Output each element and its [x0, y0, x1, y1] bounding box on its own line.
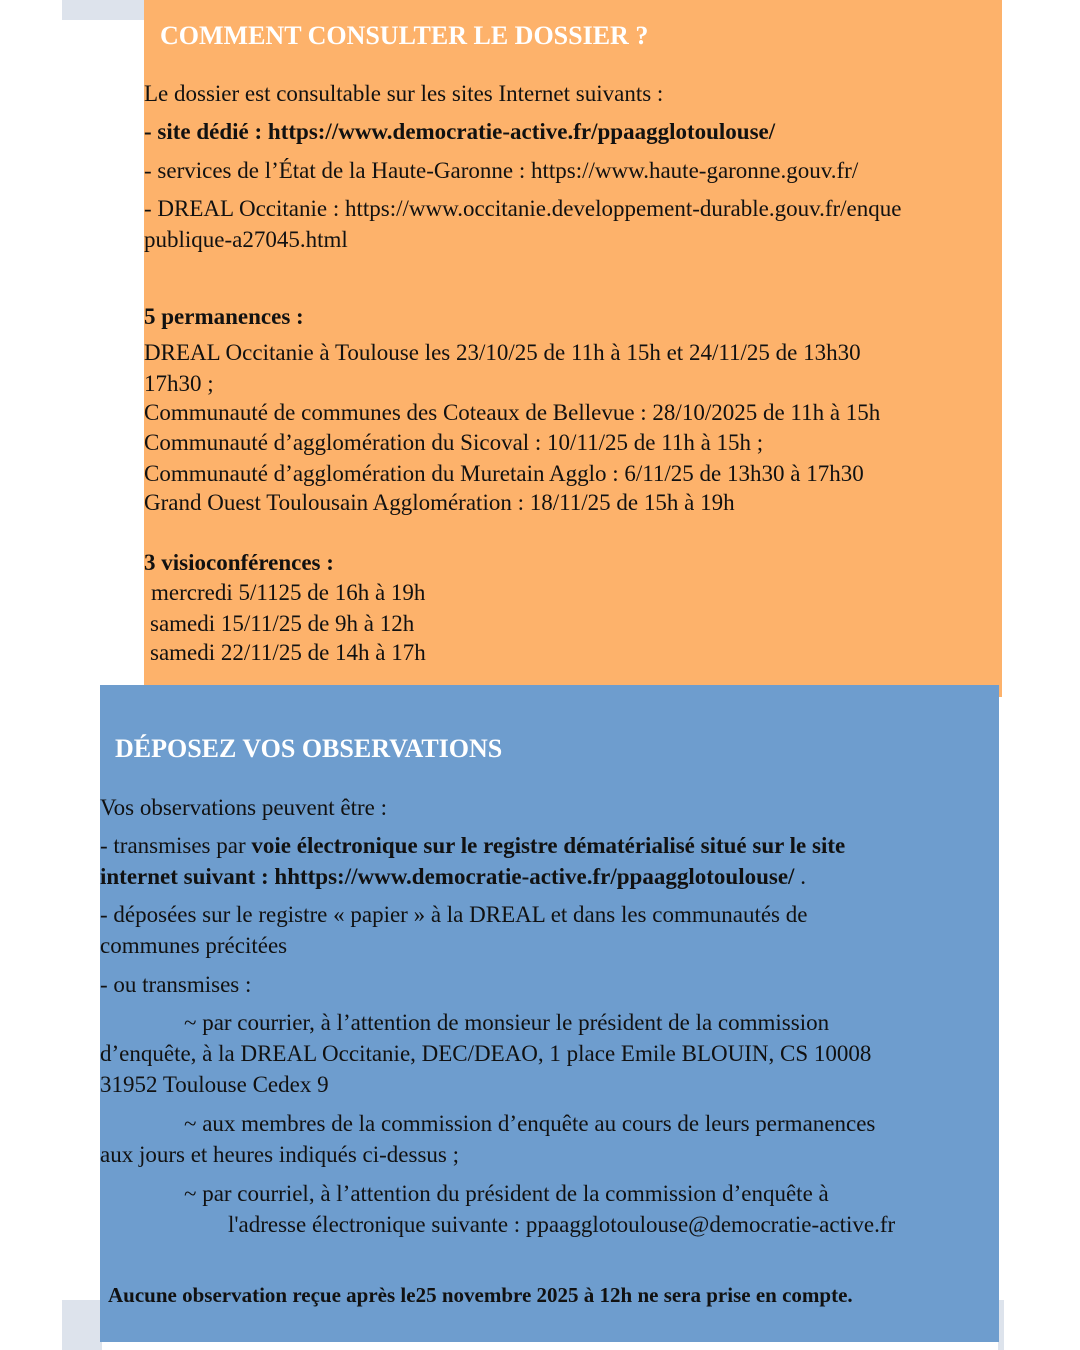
- deposit-intro: Vos observations peuvent être :: [100, 795, 388, 820]
- electronic-line-2: [100, 862, 806, 892]
- deposit-panel: [100, 685, 999, 1342]
- mail-line-1: ~ par courrier, à l’attention de monsieur le président de la commission: [184, 1010, 830, 1035]
- permanence-item: Grand Ouest Toulousain Agglomération : 18/11/25 de 15h à 19h: [144, 490, 735, 515]
- permanence-item: Communauté de communes des Coteaux de Bellevue : 28/10/2025 de 11h à 15h: [144, 400, 881, 425]
- electronic-suffix: .: [794, 864, 806, 889]
- permanence-item: Communauté d’agglomération du Muretain Agglo : 6/11/25 de 13h30 à 17h30: [144, 461, 864, 486]
- background-strip-bottom: [62, 1300, 102, 1350]
- electronic-registry-link[interactable]: internet suivant : hhttps://www.democratie-active.fr/ppaagglotoulouse/: [100, 864, 795, 889]
- consult-intro: Le dossier est consultable sur les sites Internet suivants :: [144, 81, 664, 106]
- paper-line-1: - déposées sur le registre « papier » à la DREAL et dans les communautés de: [100, 902, 808, 927]
- paper-line-2: communes précitées: [100, 933, 288, 958]
- permanence-item: 17h30 ;: [144, 371, 214, 396]
- consult-panel: [144, 0, 1002, 697]
- visio-item: mercredi 5/1125 de 16h à 19h: [151, 580, 426, 605]
- mail-line-3: 31952 Toulouse Cedex 9: [100, 1072, 329, 1097]
- email-line-1: ~ par courriel, à l’attention du président de la commission d’enquête à: [184, 1181, 829, 1206]
- email-line-2[interactable]: l'adresse électronique suivante : ppaagglotoulouse@democratie-active.fr: [228, 1212, 896, 1237]
- visio-item: samedi 15/11/25 de 9h à 12h: [150, 611, 415, 636]
- electronic-prefix: - transmises par: [100, 833, 252, 858]
- electronic-line-1: [100, 831, 845, 861]
- deposit-title: DÉPOSEZ VOS OBSERVATIONS: [115, 734, 503, 763]
- state-services-line[interactable]: - services de l’État de la Haute-Garonne : https://www.haute-garonne.gouv.fr/: [144, 158, 859, 183]
- dreal-link-line-2[interactable]: publique-a27045.html: [144, 227, 348, 252]
- or-sent-line: - ou transmises :: [100, 972, 252, 997]
- visio-item: samedi 22/11/25 de 14h à 17h: [150, 640, 426, 665]
- dedicated-site-line: [144, 117, 775, 147]
- dedicated-site-label: - site dédié :: [144, 119, 268, 144]
- background-strip-top: [62, 0, 147, 20]
- members-line-1: ~ aux membres de la commission d’enquête au cours de leurs permanences: [184, 1111, 876, 1136]
- dreal-link-line-1[interactable]: - DREAL Occitanie : https://www.occitanie.developpement-durable.gouv.fr/enque: [144, 196, 902, 221]
- visio-title: 3 visioconférences :: [144, 550, 334, 575]
- members-line-2: aux jours et heures indiqués ci-dessus ;: [100, 1142, 459, 1167]
- electronic-registry-text: voie électronique sur le registre dématérialisé situé sur le site: [251, 833, 846, 858]
- permanence-item: DREAL Occitanie à Toulouse les 23/10/25 de 11h à 15h et 24/11/25 de 13h30: [144, 340, 861, 365]
- mail-line-2: d’enquête, à la DREAL Occitanie, DEC/DEAO, 1 place Emile BLOUIN, CS 10008: [100, 1041, 872, 1066]
- permanences-title: 5 permanences :: [144, 304, 304, 329]
- dedicated-site-link[interactable]: https://www.democratie-active.fr/ppaagglotoulouse/: [267, 119, 776, 144]
- permanence-item: Communauté d’agglomération du Sicoval : 10/11/25 de 11h à 15h ;: [144, 430, 764, 455]
- consult-title: COMMENT CONSULTER LE DOSSIER ?: [160, 21, 649, 50]
- deadline-notice: Aucune observation reçue après le25 novembre 2025 à 12h ne sera prise en compte.: [108, 1283, 853, 1307]
